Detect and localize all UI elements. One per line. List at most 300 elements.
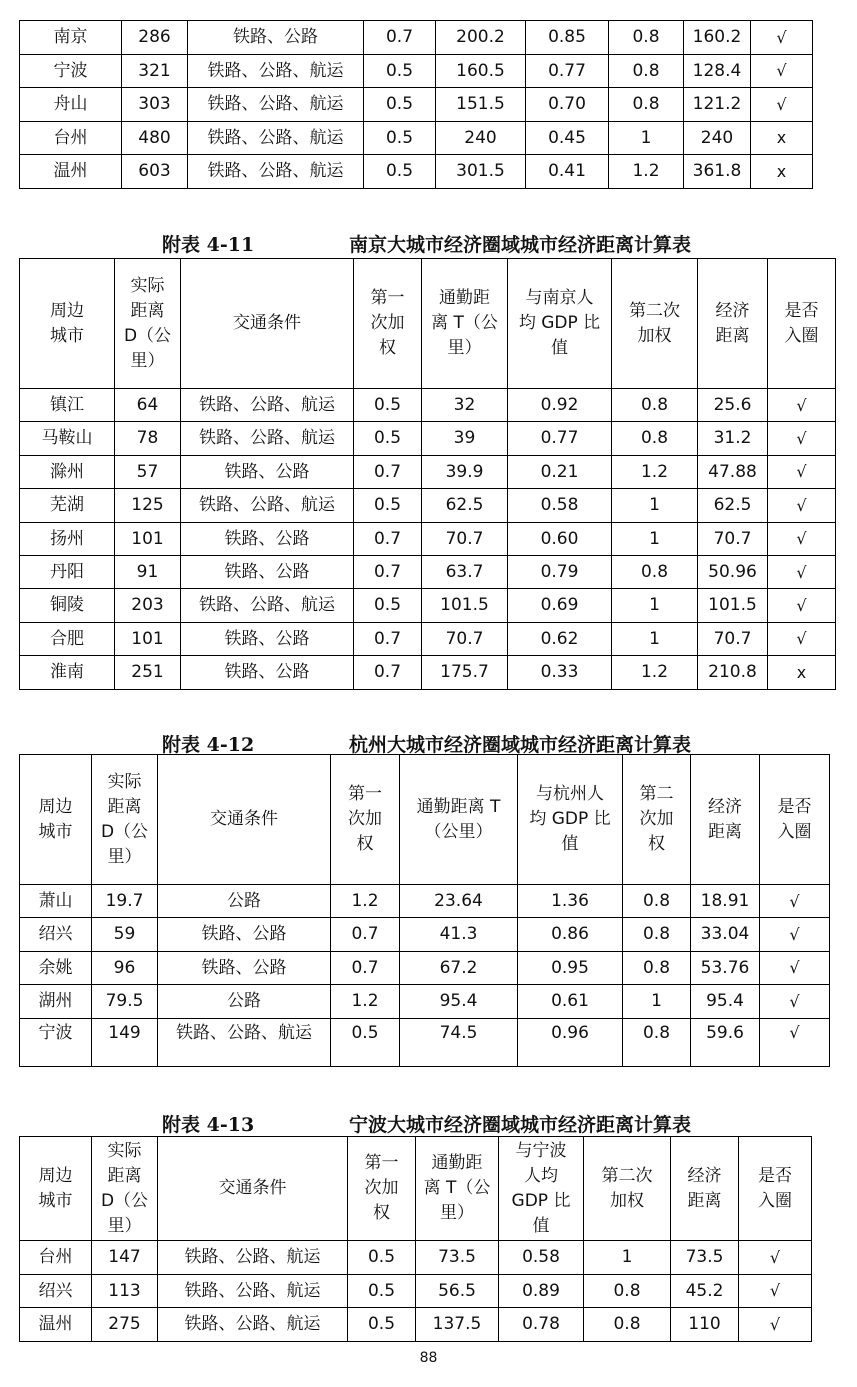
cell-city: 萧山 [20, 885, 92, 918]
cell-first-weight: 0.5 [348, 1241, 416, 1275]
cell-actual-distance: 251 [115, 656, 181, 689]
cell-first-weight: 0.5 [348, 1274, 416, 1308]
cell-actual-distance: 321 [122, 54, 188, 88]
table-row [20, 622, 836, 655]
header-first-weight [354, 259, 422, 389]
table-row [20, 656, 836, 689]
cell-actual-distance: 79.5 [92, 985, 158, 1018]
cell-second-weight: 0.8 [609, 54, 684, 88]
table-4-13-title: 宁波大城市经济圈域城市经济距离计算表 [349, 1114, 692, 1136]
header-second-weight [612, 259, 698, 389]
cell-gdp-ratio: 0.33 [508, 656, 612, 689]
cell-transport: 铁路、公路、航运 [188, 88, 364, 122]
cell-gdp-ratio: 1.36 [518, 885, 623, 918]
cell-economic-distance: 18.91 [691, 885, 760, 918]
header-line: D（公 [100, 1190, 149, 1211]
cell-actual-distance: 303 [122, 88, 188, 122]
cell-in-circle: √ [760, 951, 830, 984]
table-4-11-label: 附表 4-11 [162, 234, 255, 256]
header-commute-distance [400, 755, 518, 885]
cell-city: 宁波 [20, 1018, 92, 1066]
table-row [20, 121, 813, 155]
cell-second-weight: 0.8 [584, 1274, 671, 1308]
cell-first-weight: 0.5 [354, 589, 422, 622]
cell-first-weight: 0.7 [354, 522, 422, 555]
header-line: 交通条件 [218, 1178, 287, 1198]
cell-gdp-ratio: 0.69 [508, 589, 612, 622]
cell-first-weight: 0.5 [364, 54, 436, 88]
cell-commute-distance: 39.9 [422, 455, 508, 488]
header-commute-distance [416, 1137, 499, 1241]
header-line: GDP 比 [511, 1190, 571, 1211]
cell-gdp-ratio: 0.60 [508, 522, 612, 555]
cell-first-weight: 0.7 [331, 918, 400, 951]
header-line: 周边 [50, 300, 84, 321]
cell-city: 铜陵 [20, 589, 115, 622]
cell-transport: 铁路、公路 [188, 21, 364, 55]
header-line: 实际 [107, 1140, 142, 1161]
cell-commute-distance: 301.5 [436, 155, 526, 189]
cell-actual-distance: 147 [92, 1241, 158, 1275]
header-line: 值 [551, 338, 568, 358]
cell-second-weight: 1 [609, 121, 684, 155]
header-line: D（公 [100, 821, 149, 842]
header-line: 里） [440, 1203, 474, 1223]
cell-second-weight: 0.8 [623, 951, 691, 984]
cell-actual-distance: 59 [92, 918, 158, 951]
cell-first-weight: 0.5 [354, 422, 422, 455]
header-line: 人均 [524, 1165, 558, 1186]
cell-transport: 铁路、公路 [181, 656, 354, 689]
header-line: 与南京人 [525, 288, 594, 308]
cell-economic-distance: 33.04 [691, 918, 760, 951]
header-line: 均 GDP 比 [518, 313, 601, 333]
table-top-body [20, 21, 813, 189]
cell-in-circle: √ [768, 389, 836, 422]
cell-transport: 铁路、公路、航运 [188, 155, 364, 189]
cell-commute-distance: 101.5 [422, 589, 508, 622]
table-row [20, 389, 836, 422]
cell-actual-distance: 96 [92, 951, 158, 984]
cell-first-weight: 0.7 [354, 555, 422, 588]
header-line: 交通条件 [210, 809, 278, 829]
cell-second-weight: 1 [612, 622, 698, 655]
header-in-circle [760, 755, 830, 885]
cell-actual-distance: 125 [115, 489, 181, 522]
cell-actual-distance: 64 [115, 389, 181, 422]
header-line: 里） [447, 338, 482, 358]
cell-commute-distance: 67.2 [400, 951, 518, 984]
cell-gdp-ratio: 0.79 [508, 555, 612, 588]
cell-in-circle: x [751, 155, 813, 189]
table-4-13-header [20, 1137, 812, 1241]
cell-first-weight: 0.7 [331, 951, 400, 984]
cell-in-circle: √ [739, 1274, 812, 1308]
table-row [20, 555, 836, 588]
cell-transport: 铁路、公路 [181, 622, 354, 655]
cell-second-weight: 0.8 [609, 88, 684, 122]
cell-gdp-ratio: 0.78 [499, 1308, 584, 1342]
cell-actual-distance: 101 [115, 622, 181, 655]
cell-economic-distance: 45.2 [671, 1274, 739, 1308]
cell-second-weight: 1.2 [612, 455, 698, 488]
header-actual-distance [115, 259, 181, 389]
cell-first-weight: 0.5 [331, 1018, 400, 1066]
cell-gdp-ratio: 0.89 [499, 1274, 584, 1308]
header-line: 城市 [50, 325, 84, 346]
cell-economic-distance: 95.4 [691, 985, 760, 1018]
table-row [20, 455, 836, 488]
cell-actual-distance: 480 [122, 121, 188, 155]
header-in-circle [768, 259, 836, 389]
cell-first-weight: 1.2 [331, 885, 400, 918]
cell-economic-distance: 121.2 [684, 88, 751, 122]
cell-economic-distance: 101.5 [698, 589, 768, 622]
cell-commute-distance: 200.2 [436, 21, 526, 55]
cell-first-weight: 0.7 [354, 656, 422, 689]
cell-transport: 公路 [158, 985, 331, 1018]
cell-first-weight: 0.5 [364, 155, 436, 189]
cell-in-circle: √ [768, 489, 836, 522]
cell-transport: 铁路、公路、航运 [181, 589, 354, 622]
header-line: 周边 [38, 796, 73, 817]
cell-economic-distance: 240 [684, 121, 751, 155]
cell-economic-distance: 160.2 [684, 21, 751, 55]
cell-first-weight: 0.5 [354, 389, 422, 422]
table-4-12 [19, 754, 830, 1067]
table-row [20, 54, 813, 88]
cell-city: 湖州 [20, 985, 92, 1018]
header-transport [158, 1137, 348, 1241]
cell-in-circle: x [751, 121, 813, 155]
cell-in-circle: √ [768, 622, 836, 655]
cell-gdp-ratio: 0.61 [518, 985, 623, 1018]
cell-economic-distance: 70.7 [698, 522, 768, 555]
cell-second-weight: 1 [612, 489, 698, 522]
header-line: 通勤距 [431, 1153, 483, 1173]
table-4-11-body [20, 389, 836, 690]
cell-economic-distance: 361.8 [684, 155, 751, 189]
header-line: 权 [379, 338, 396, 358]
cell-economic-distance: 47.88 [698, 455, 768, 488]
cell-commute-distance: 32 [422, 389, 508, 422]
header-gdp-ratio [518, 755, 623, 885]
header-line: 城市 [38, 821, 73, 842]
header-line: 距离 [687, 1190, 722, 1211]
cell-commute-distance: 95.4 [400, 985, 518, 1018]
cell-city: 芜湖 [20, 489, 115, 522]
cell-in-circle: √ [768, 522, 836, 555]
cell-second-weight: 1.2 [609, 155, 684, 189]
header-line: 第二 [639, 784, 674, 804]
cell-commute-distance: 70.7 [422, 622, 508, 655]
cell-transport: 铁路、公路、航运 [158, 1308, 348, 1342]
cell-in-circle: √ [739, 1241, 812, 1275]
table-4-12-title: 杭州大城市经济圈域城市经济距离计算表 [349, 734, 692, 756]
cell-in-circle: √ [751, 21, 813, 55]
cell-transport: 铁路、公路、航运 [188, 54, 364, 88]
table-row [20, 1308, 812, 1342]
cell-city: 宁波 [20, 54, 122, 88]
cell-gdp-ratio: 0.41 [526, 155, 609, 189]
cell-commute-distance: 240 [436, 121, 526, 155]
header-line: 里） [107, 1215, 142, 1236]
cell-second-weight: 1 [612, 589, 698, 622]
table-row [20, 155, 813, 189]
cell-transport: 铁路、公路、航运 [181, 489, 354, 522]
cell-gdp-ratio: 0.62 [508, 622, 612, 655]
header-city [20, 1137, 92, 1241]
cell-city: 温州 [20, 1308, 92, 1342]
cell-city: 台州 [20, 121, 122, 155]
cell-first-weight: 1.2 [331, 985, 400, 1018]
header-line: 通勤距离 T [416, 796, 501, 817]
header-gdp-ratio [508, 259, 612, 389]
cell-first-weight: 0.5 [354, 489, 422, 522]
header-commute-distance [422, 259, 508, 389]
cell-city: 镇江 [20, 389, 115, 422]
cell-in-circle: √ [751, 54, 813, 88]
cell-transport: 铁路、公路 [181, 455, 354, 488]
header-line: 权 [356, 834, 374, 854]
header-line: 是否 [777, 796, 812, 817]
cell-commute-distance: 23.64 [400, 885, 518, 918]
cell-first-weight: 0.7 [354, 455, 422, 488]
table-row [20, 1018, 830, 1066]
cell-in-circle: √ [760, 985, 830, 1018]
table-row [20, 489, 836, 522]
cell-economic-distance: 59.6 [691, 1018, 760, 1066]
header-line: 次加 [364, 1178, 399, 1198]
header-actual-distance [92, 1137, 158, 1241]
cell-economic-distance: 31.2 [698, 422, 768, 455]
header-line: 距离 [130, 300, 165, 321]
cell-second-weight: 0.8 [612, 422, 698, 455]
table-row [20, 1241, 812, 1275]
header-line: 里） [107, 846, 142, 867]
header-city [20, 755, 92, 885]
cell-transport: 铁路、公路 [181, 522, 354, 555]
cell-commute-distance: 56.5 [416, 1274, 499, 1308]
cell-in-circle: x [768, 656, 836, 689]
header-line: 加权 [637, 325, 672, 346]
cell-transport: 铁路、公路、航运 [158, 1274, 348, 1308]
cell-actual-distance: 603 [122, 155, 188, 189]
header-line: 距离 [107, 1165, 142, 1186]
cell-transport: 铁路、公路、航运 [181, 422, 354, 455]
cell-second-weight: 1 [612, 522, 698, 555]
header-line: 均 GDP 比 [529, 809, 611, 829]
cell-second-weight: 0.8 [623, 918, 691, 951]
header-economic-distance [691, 755, 760, 885]
table-4-11 [19, 258, 836, 690]
cell-gdp-ratio: 0.95 [518, 951, 623, 984]
cell-gdp-ratio: 0.96 [518, 1018, 623, 1066]
header-line: 离 T（公 [431, 313, 498, 333]
cell-in-circle: √ [768, 589, 836, 622]
header-first-weight [331, 755, 400, 885]
cell-first-weight: 0.7 [364, 21, 436, 55]
header-line: 城市 [38, 1190, 73, 1211]
cell-city: 舟山 [20, 88, 122, 122]
table-row [20, 985, 830, 1018]
cell-gdp-ratio: 0.21 [508, 455, 612, 488]
table-row [20, 951, 830, 984]
cell-gdp-ratio: 0.77 [526, 54, 609, 88]
header-line: 值 [561, 834, 579, 854]
cell-actual-distance: 19.7 [92, 885, 158, 918]
header-in-circle [739, 1137, 812, 1241]
header-line: 值 [532, 1215, 550, 1236]
table-row [20, 522, 836, 555]
cell-actual-distance: 91 [115, 555, 181, 588]
cell-commute-distance: 70.7 [422, 522, 508, 555]
header-line: （公里） [424, 821, 493, 842]
cell-actual-distance: 275 [92, 1308, 158, 1342]
table-row [20, 1274, 812, 1308]
cell-first-weight: 0.7 [354, 622, 422, 655]
cell-actual-distance: 203 [115, 589, 181, 622]
header-line: 权 [373, 1203, 390, 1223]
header-line: 距离 [708, 821, 742, 842]
cell-gdp-ratio: 0.58 [508, 489, 612, 522]
cell-second-weight: 0.8 [623, 885, 691, 918]
header-line: 次加 [348, 809, 382, 829]
cell-commute-distance: 62.5 [422, 489, 508, 522]
cell-transport: 铁路、公路 [181, 555, 354, 588]
cell-actual-distance: 113 [92, 1274, 158, 1308]
table-4-12-body [20, 885, 830, 1067]
cell-gdp-ratio: 0.85 [526, 21, 609, 55]
header-line: 距离 [715, 325, 750, 346]
cell-city: 温州 [20, 155, 122, 189]
cell-in-circle: √ [760, 918, 830, 951]
cell-second-weight: 1.2 [612, 656, 698, 689]
cell-economic-distance: 50.96 [698, 555, 768, 588]
cell-transport: 铁路、公路 [158, 918, 331, 951]
header-line: 经济 [715, 300, 750, 321]
cell-second-weight: 1 [584, 1241, 671, 1275]
header-line: 入圈 [758, 1190, 792, 1211]
cell-second-weight: 0.8 [612, 555, 698, 588]
cell-actual-distance: 149 [92, 1018, 158, 1066]
header-line: 第一 [348, 784, 382, 804]
header-line: 次加 [370, 313, 405, 333]
table-row [20, 422, 836, 455]
cell-city: 丹阳 [20, 555, 115, 588]
cell-city: 绍兴 [20, 1274, 92, 1308]
table-row [20, 21, 813, 55]
header-line: 权 [648, 834, 665, 854]
cell-second-weight: 0.8 [623, 1018, 691, 1066]
table-row [20, 88, 813, 122]
header-second-weight [623, 755, 691, 885]
cell-commute-distance: 74.5 [400, 1018, 518, 1066]
header-actual-distance [92, 755, 158, 885]
table-4-12-label: 附表 4-12 [162, 734, 255, 756]
cell-transport: 铁路、公路、航运 [181, 389, 354, 422]
cell-gdp-ratio: 0.86 [518, 918, 623, 951]
cell-gdp-ratio: 0.58 [499, 1241, 584, 1275]
table-row [20, 918, 830, 951]
cell-in-circle: √ [768, 422, 836, 455]
header-city [20, 259, 115, 389]
cell-city: 南京 [20, 21, 122, 55]
cell-commute-distance: 39 [422, 422, 508, 455]
cell-gdp-ratio: 0.92 [508, 389, 612, 422]
cell-economic-distance: 53.76 [691, 951, 760, 984]
cell-gdp-ratio: 0.77 [508, 422, 612, 455]
header-line: 是否 [784, 300, 819, 321]
table-4-13 [19, 1136, 812, 1342]
header-transport [181, 259, 354, 389]
cell-economic-distance: 128.4 [684, 54, 751, 88]
header-line: 入圈 [784, 325, 819, 346]
header-line: 通勤距 [439, 288, 490, 308]
header-line: 第二次 [629, 300, 680, 321]
header-economic-distance [671, 1137, 739, 1241]
cell-city: 台州 [20, 1241, 92, 1275]
header-gdp-ratio [499, 1137, 584, 1241]
header-line: 实际 [107, 771, 142, 792]
cell-transport: 铁路、公路、航运 [188, 121, 364, 155]
cell-actual-distance: 101 [115, 522, 181, 555]
cell-in-circle: √ [739, 1308, 812, 1342]
table-4-12-header [20, 755, 830, 885]
cell-commute-distance: 160.5 [436, 54, 526, 88]
table-top-continuation [19, 20, 813, 189]
cell-city: 余姚 [20, 951, 92, 984]
cell-city: 绍兴 [20, 918, 92, 951]
header-line: 与宁波 [515, 1140, 567, 1161]
cell-economic-distance: 70.7 [698, 622, 768, 655]
header-line: 经济 [708, 796, 742, 817]
cell-economic-distance: 62.5 [698, 489, 768, 522]
cell-gdp-ratio: 0.70 [526, 88, 609, 122]
cell-commute-distance: 63.7 [422, 555, 508, 588]
header-line: D（公 [123, 325, 172, 346]
header-transport [158, 755, 331, 885]
header-line: 入圈 [777, 821, 812, 842]
cell-second-weight: 0.8 [584, 1308, 671, 1342]
cell-gdp-ratio: 0.45 [526, 121, 609, 155]
cell-second-weight: 1 [623, 985, 691, 1018]
header-line: 交通条件 [233, 313, 301, 333]
header-line: 第二次 [601, 1165, 653, 1186]
cell-city: 淮南 [20, 656, 115, 689]
table-4-11-header [20, 259, 836, 389]
cell-first-weight: 0.5 [348, 1308, 416, 1342]
cell-economic-distance: 73.5 [671, 1241, 739, 1275]
table-row [20, 589, 836, 622]
cell-in-circle: √ [760, 1018, 830, 1066]
cell-commute-distance: 73.5 [416, 1241, 499, 1275]
header-line: 周边 [38, 1165, 73, 1186]
cell-transport: 铁路、公路 [158, 951, 331, 984]
cell-second-weight: 0.8 [609, 21, 684, 55]
cell-first-weight: 0.5 [364, 88, 436, 122]
header-line: 是否 [758, 1165, 792, 1186]
header-line: 加权 [610, 1190, 644, 1211]
cell-economic-distance: 110 [671, 1308, 739, 1342]
cell-actual-distance: 286 [122, 21, 188, 55]
table-4-13-label: 附表 4-13 [162, 1114, 255, 1136]
cell-transport: 铁路、公路、航运 [158, 1018, 331, 1066]
header-line: 经济 [687, 1165, 722, 1186]
header-line: 第一 [364, 1153, 399, 1173]
header-economic-distance [698, 259, 768, 389]
header-line: 第一 [370, 288, 405, 308]
